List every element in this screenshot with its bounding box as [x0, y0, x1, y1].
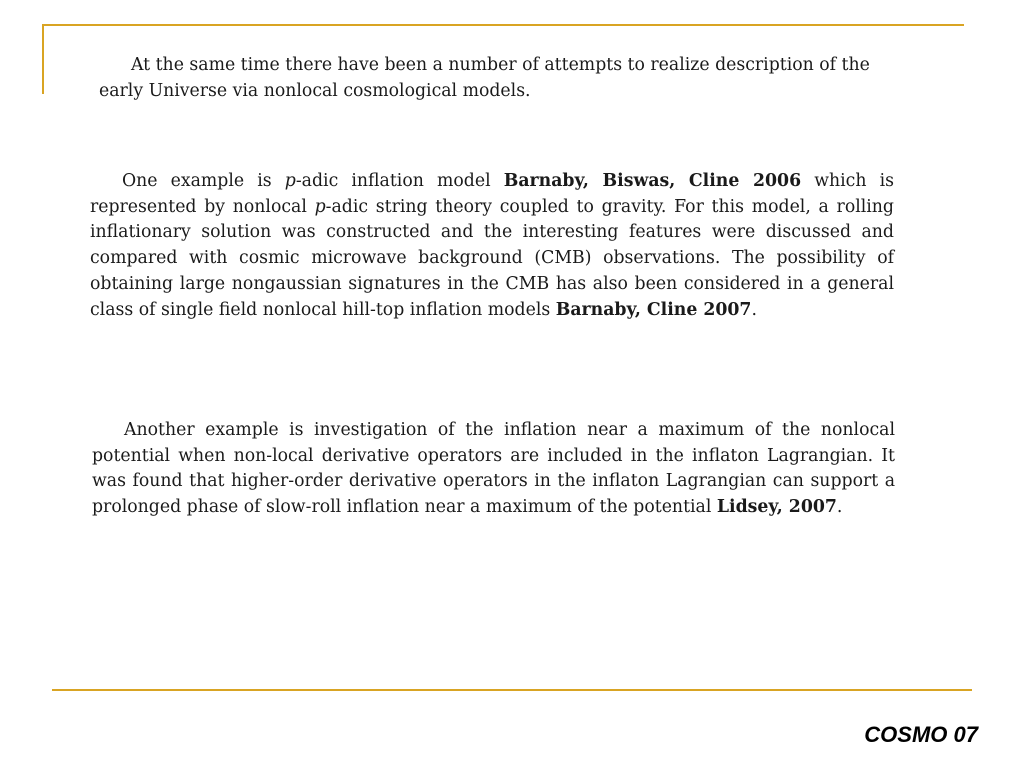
- bottom-rule: [52, 689, 972, 691]
- citation: Barnaby, Biswas, Cline 2006: [503, 171, 802, 191]
- paragraph-p-adic-example: [90, 169, 894, 323]
- paragraph-text: -adic string theory coupled to gravity. For this model, a rolling inflationary solution was constructed and the interesting features were discussed and compared with cosmic microwave background (CMB) observations. The possibility of obtaining large nongaussian signatures in the CMB has also been considered in a general class of single field nonlocal hill-top inflation models: [90, 196, 894, 320]
- paragraph-text: Another example is investigation of the inflation near a maximum of the nonlocal potential when non-local derivative operators are included in the inflaton Lagrangian. It was found that higher-order derivative operators in the inflaton Lagrangian can support a prolonged phase of slow-roll inflation near a maximum of the potential: [92, 420, 895, 518]
- footer-label: COSMO 07: [864, 722, 978, 747]
- paragraph-text: which is represented by nonlocal: [90, 171, 894, 217]
- paragraph-text: .: [836, 497, 843, 518]
- p-symbol: p: [284, 171, 296, 191]
- top-rule: [42, 24, 964, 26]
- citation: Lidsey, 2007: [716, 497, 837, 518]
- left-rule: [42, 24, 44, 94]
- paragraph-text: One example is: [122, 171, 285, 191]
- citation: Barnaby, Cline 2007: [555, 299, 752, 320]
- paragraph-text: -adic inflation model: [295, 171, 504, 191]
- p-symbol: p: [314, 196, 326, 217]
- paragraph-text: .: [751, 299, 757, 320]
- paragraph-lidsey-example: [92, 418, 895, 521]
- paragraph-intro: At the same time there have been a number of attempts to realize description of the early Universe via nonlocal cosmological models.: [99, 55, 870, 101]
